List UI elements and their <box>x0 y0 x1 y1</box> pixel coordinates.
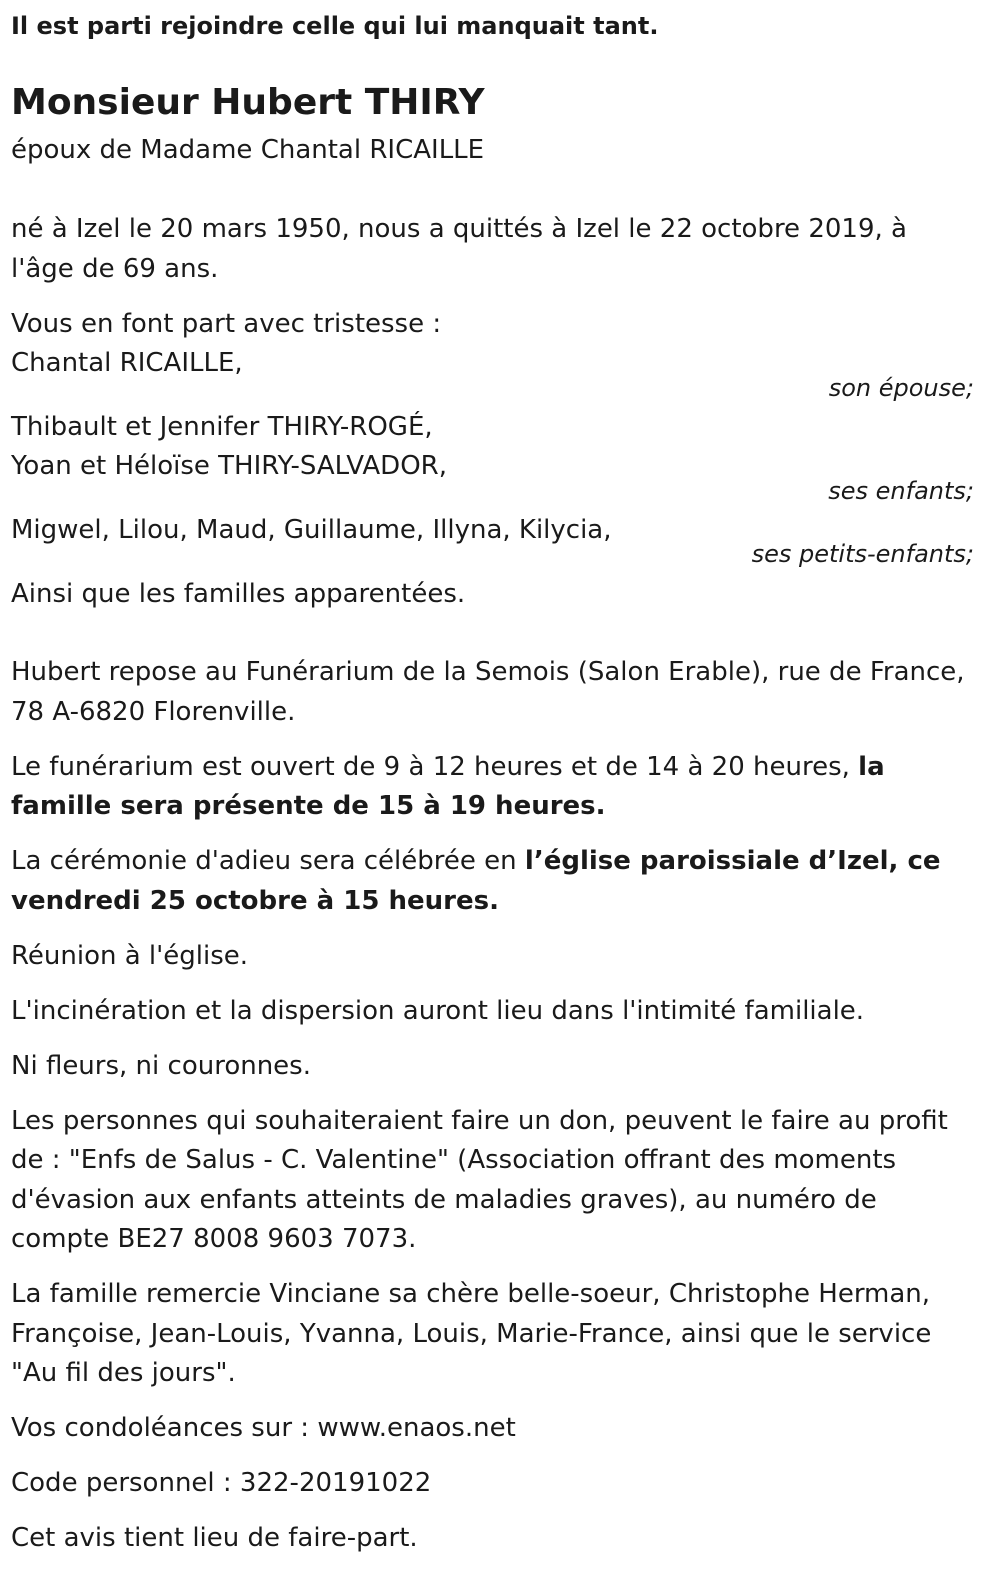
repose-text: Hubert repose au Funérarium de la Semois (Salon Erable), rue de France, 78 A-6820 Florenville. <box>11 657 965 727</box>
family-presence-text: la famille sera présente de 15 à 19 heures. <box>11 751 885 821</box>
family-grandchildren-names: Migwel, Lilou, Maud, Guillaume, Illyna, Kilycia, <box>11 514 612 545</box>
families-line: Ainsi que les familles apparentées. <box>11 579 466 609</box>
no-flowers-text: Ni fleurs, ni couronnes. <box>11 1050 311 1081</box>
family-child-name: Thibault et Jennifer THIRY-ROGÉ, <box>11 411 433 442</box>
condolences-text: Vos condoléances sur : www.enaos.net <box>11 1413 516 1443</box>
announce-intro: Vous en font part avec tristesse : <box>11 308 442 339</box>
relation-grandchildren: ses petits-enfants; <box>751 540 974 568</box>
notice-text: Cet avis tient lieu de faire-part. <box>11 1523 418 1553</box>
deceased-name: Monsieur Hubert THIRY <box>11 82 485 123</box>
family-spouse-name: Chantal RICAILLE, <box>11 348 243 378</box>
donation-text: Les personnes qui souhaiteraient faire un don, peuvent le faire au profit de : "Enfs de Salus - C. Valentine" (Association offrant des moments d'évasion aux enfants atteints de maladies graves), au numéro de compte BE27 8008 9603 7073. <box>11 1105 948 1254</box>
birth-death-text: né à Izel le 20 mars 1950, nous a quittés à Izel le 22 octobre 2019, à l'âge de 69 ans. <box>11 214 907 284</box>
reunion-text: Réunion à l'église. <box>11 940 249 971</box>
hours-text: Le funérarium est ouvert de 9 à 12 heures et de 14 à 20 heures, <box>11 751 859 782</box>
ceremony-text: La cérémonie d'adieu sera célébrée en <box>11 846 525 876</box>
epigraph: Il est parti rejoindre celle qui lui manquait tant. <box>11 12 659 40</box>
family-child-name: Yoan et Héloïse THIRY-SALVADOR, <box>11 451 447 481</box>
funerarium-hours <box>11 748 974 827</box>
section-spacer <box>11 630 974 653</box>
thanks-text: La famille remercie Vinciane sa chère belle-soeur, Christophe Herman, Françoise, Jean-Louis, Yvanna, Louis, Marie-France, ainsi que le service "Au fil des jours". <box>11 1279 932 1388</box>
incineration-text: L'incinération et la dispersion auront lieu dans l'intimité familiale. <box>11 995 865 1026</box>
spouse-line: époux de Madame Chantal RICAILLE <box>11 135 485 165</box>
relation-children: ses enfants; <box>828 476 974 505</box>
personal-code-text: Code personnel : 322-20191022 <box>11 1468 432 1498</box>
obituary-body <box>11 210 974 1574</box>
relation-spouse: son épouse; <box>828 373 974 402</box>
ceremony-info <box>11 842 974 921</box>
ceremony-place-time: l’église paroissiale d’Izel, ce vendredi 25 octobre à 15 heures. <box>11 846 941 916</box>
